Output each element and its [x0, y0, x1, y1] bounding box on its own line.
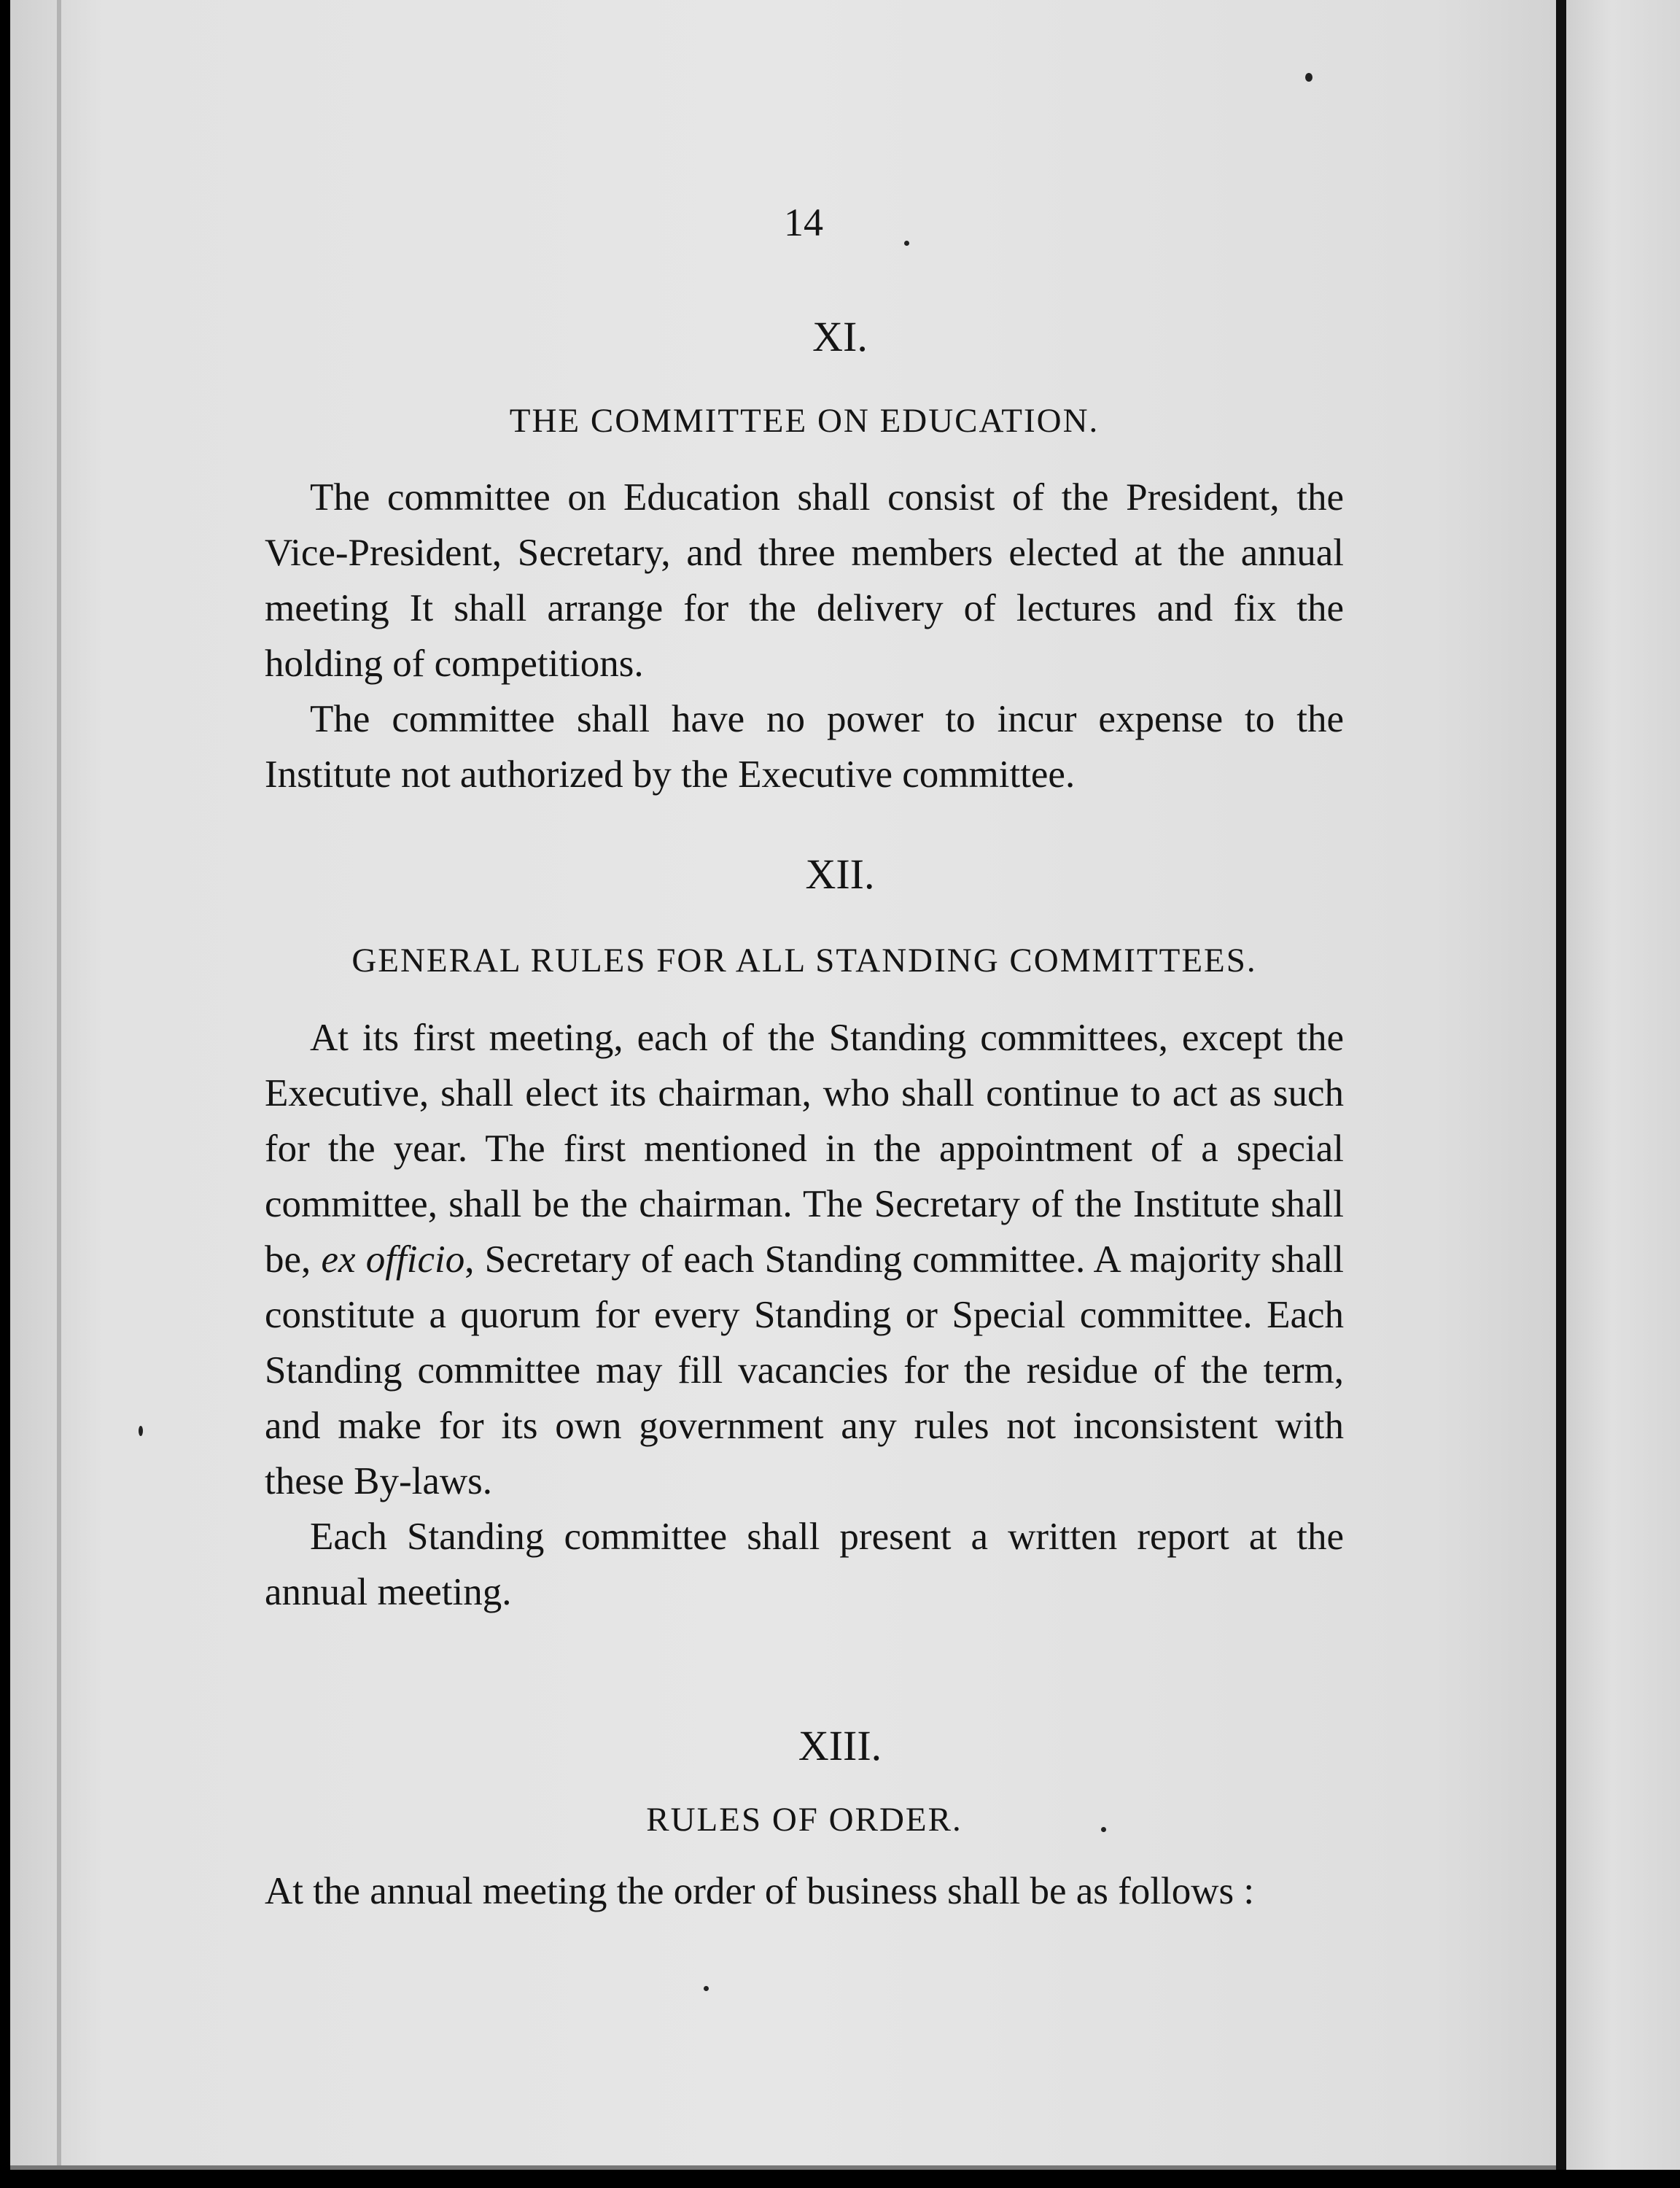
section-xi-body: [265, 470, 1344, 802]
section-numeral-xiii: XIII.: [798, 1722, 882, 1769]
paragraph: The committee shall have no power to incur expense to the Institute not authorized by the Executive committee.: [265, 698, 1344, 796]
paragraph-text: At its first meeting, each of the Standing committees, except the Executive, shall elect its chairman, who shall continue to act as such for the year. The first mentioned in the appointment of a special committee, shall be the chairman. The Secretary of the Institute shall be,: [265, 1017, 1344, 1281]
scan-speck: [1305, 73, 1312, 82]
section-xii-body: [265, 1010, 1344, 1620]
scan-speck: [904, 241, 909, 246]
section-heading-education: THE COMMITTEE ON EDUCATION.: [509, 402, 1100, 440]
paragraph: Each Standing committee shall present a written report at the annual meeting.: [265, 1516, 1344, 1613]
paragraph: The committee on Education shall consist of the President, the Vice-President, Secretary, and three members elected at the annual meeting It shall arrange for the delivery of lectures and fix the holding of competitions.: [265, 476, 1344, 685]
section-numeral-xi: XI.: [812, 313, 868, 360]
paragraph: At the annual meeting the order of business shall be as follows :: [265, 1870, 1255, 1912]
page-number: 14: [784, 201, 823, 244]
section-xiii-body: [265, 1863, 1344, 1919]
italic-phrase: ex officio: [321, 1238, 465, 1281]
section-heading-general-rules: GENERAL RULES FOR ALL STANDING COMMITTEES.: [351, 942, 1257, 979]
paragraph: [265, 1010, 1344, 1509]
paragraph-text: , Secretary of each Standing committee. A majority shall constitute a quorum for every Standing or Special committee. Each Standing committee may fill vacancies for the residue of the term, and make for its own government any rules not inconsistent with these By-laws.: [265, 1238, 1344, 1502]
scan-speck: [139, 1426, 143, 1436]
section-numeral-xii: XII.: [805, 850, 875, 898]
section-heading-rules-of-order: RULES OF ORDER.: [646, 1801, 962, 1839]
scan-border-bottom: [0, 2170, 1680, 2188]
scan-speck: [704, 1986, 709, 1991]
scan-speck: [1101, 1827, 1106, 1832]
